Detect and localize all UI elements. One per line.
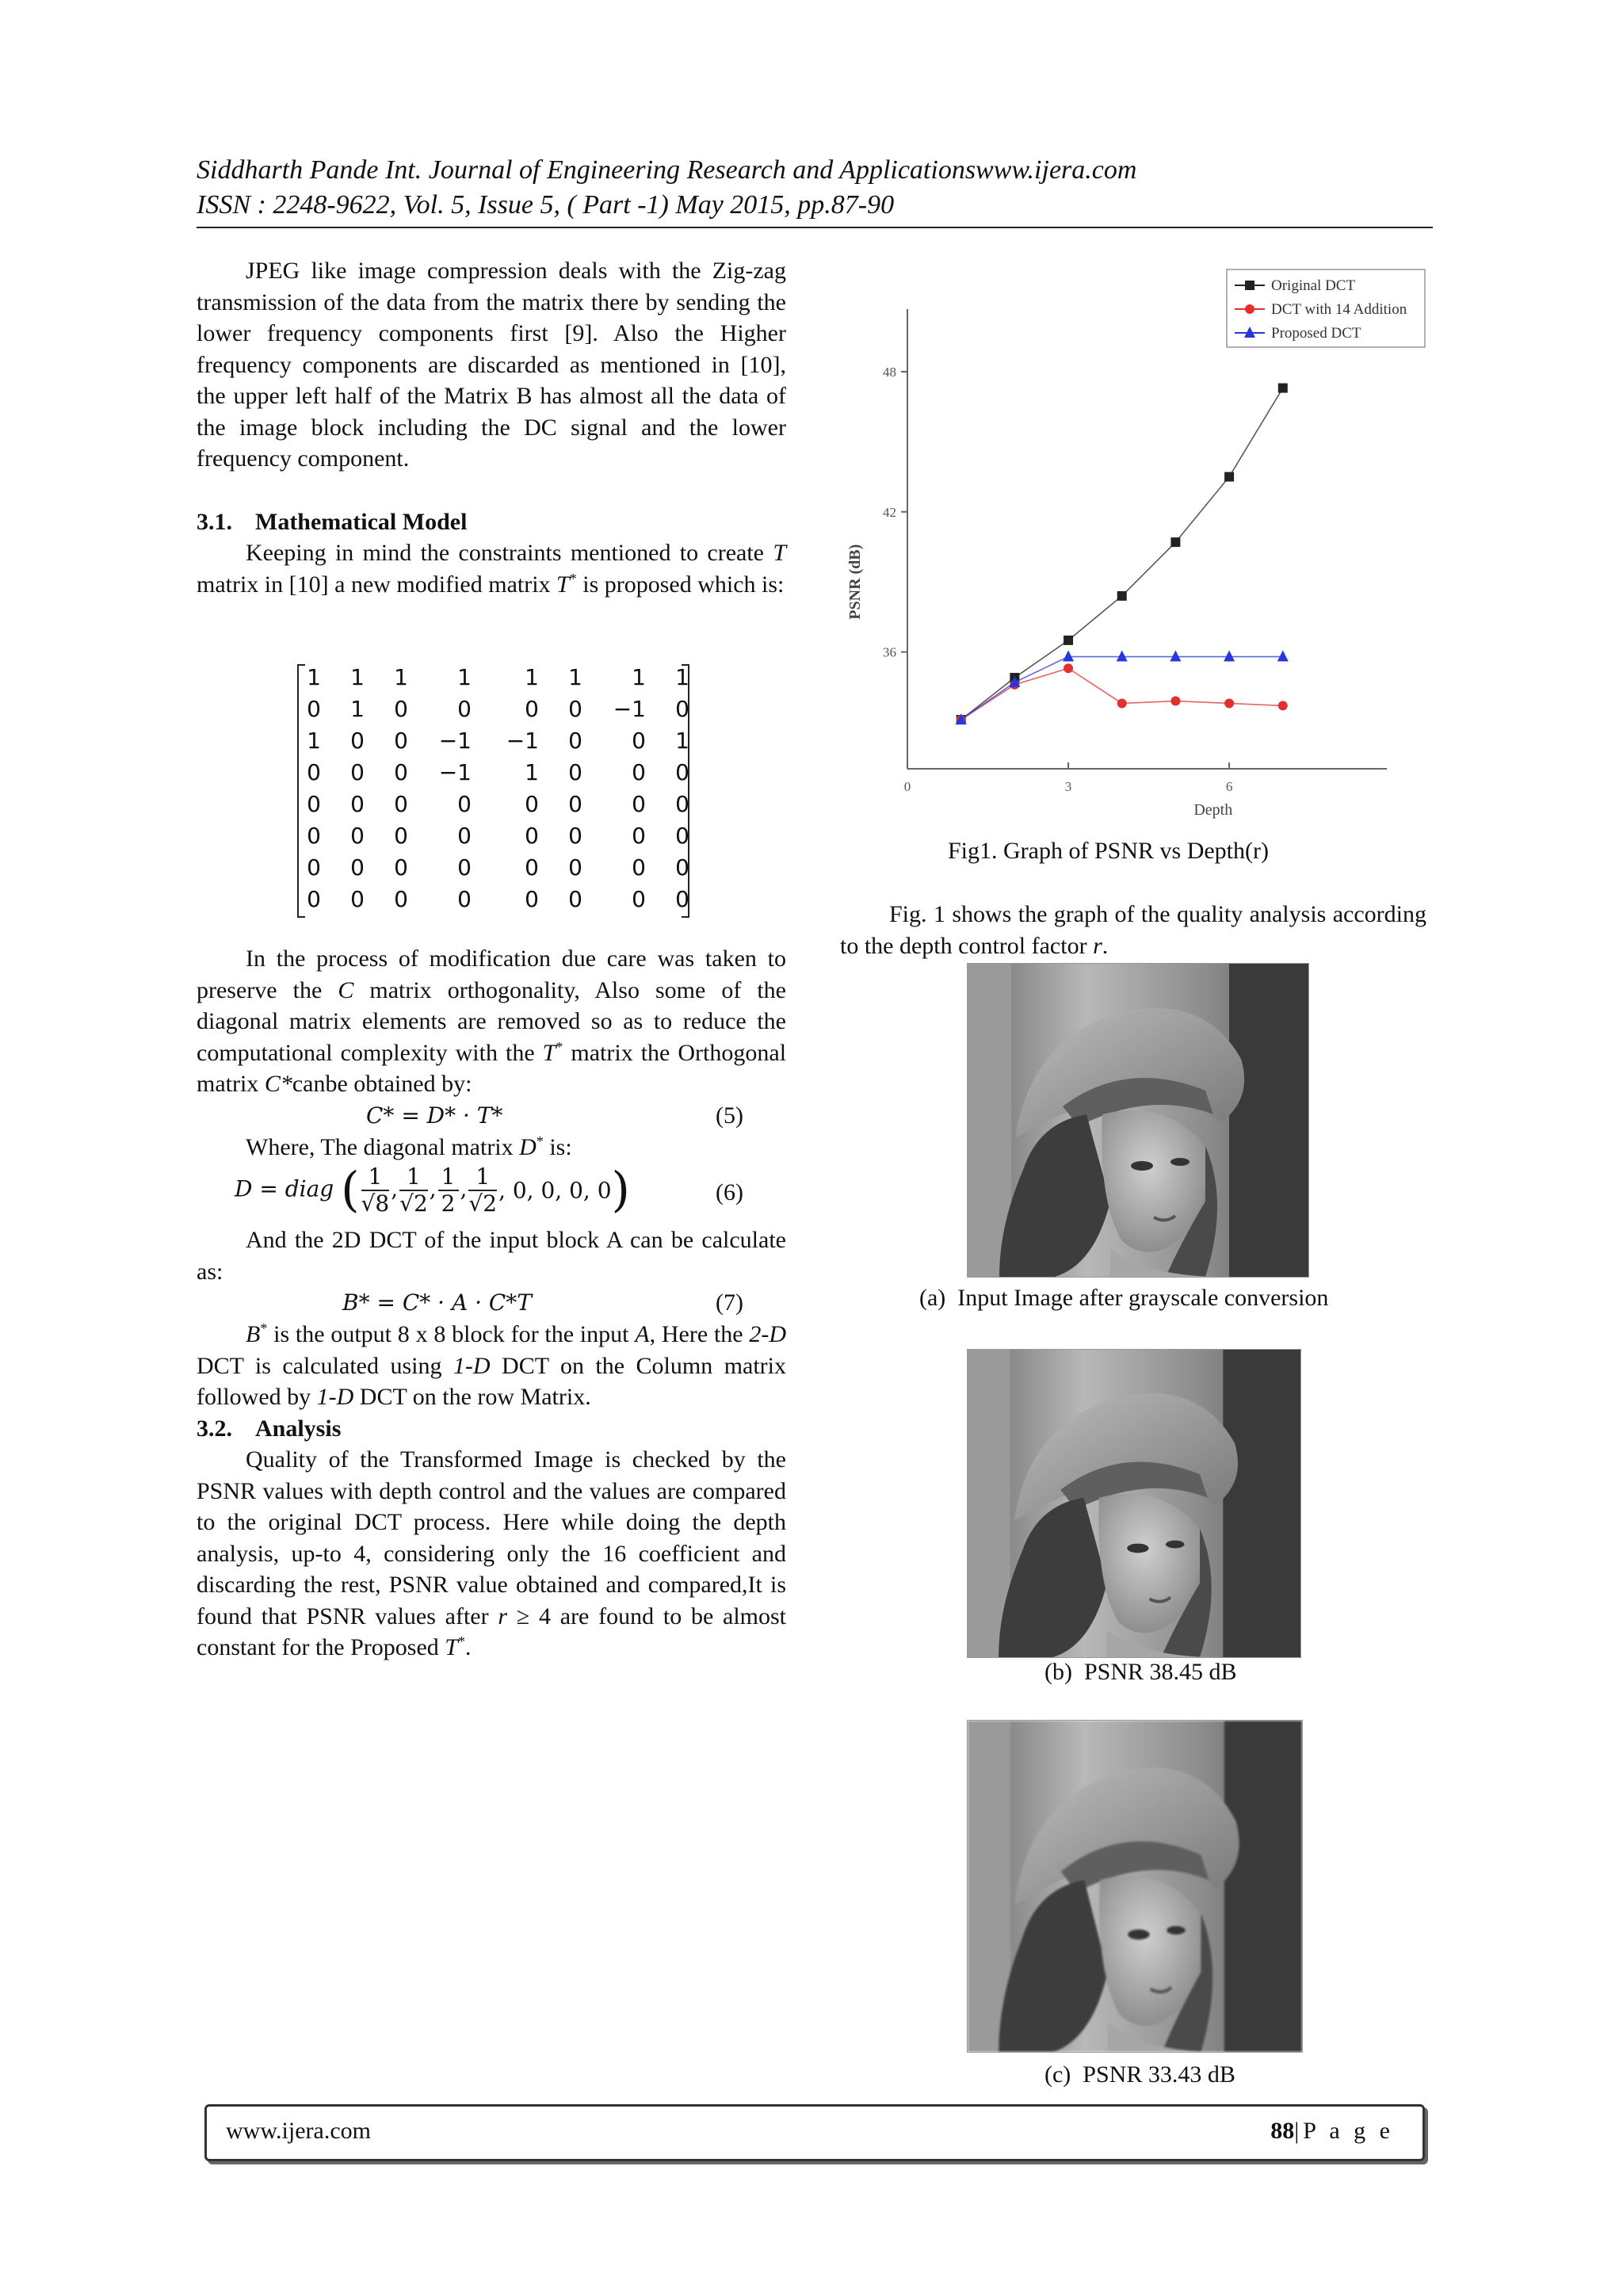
x-tick-label: 3	[1064, 779, 1072, 794]
matrix-cell: 0	[457, 823, 472, 849]
text-run: Fig. 1 shows the graph of the quality analysis according to the depth control factor	[840, 901, 1426, 959]
figure-1-description	[840, 899, 1426, 961]
section-3-2-paragraph: Quality of the Transformed Image is checked by the PSNR values with depth control and the values are compared to the original DCT process. Here while doing the depth analysis, up-to 4, considering only the 16 coefficient and discarding the rest, PSNR value obtained and compared,It is found that PSNR values after r ≥ 4 are found to be almost constant for the Proposed T*.	[197, 1446, 787, 1660]
data-point	[1117, 698, 1127, 708]
section-number: 3.1.	[197, 508, 232, 535]
matrix-cell: 1	[307, 728, 321, 754]
data-point	[1064, 636, 1073, 645]
matrix-cell: 0	[350, 791, 365, 817]
math-symbol: D	[519, 1133, 537, 1160]
left-column-top	[197, 255, 786, 600]
matrix-row	[297, 728, 689, 759]
matrix-cell: 0	[568, 823, 582, 849]
matrix-cell: 0	[632, 854, 646, 881]
matrix-cell: 0	[568, 791, 582, 817]
portrait-photo	[968, 1350, 1300, 1657]
text-run: matrix the Orthogonal matrix	[197, 1039, 787, 1097]
matrix-cell: 0	[568, 728, 582, 754]
fraction: $\frac{1}{√2}$	[468, 1163, 498, 1217]
matrix-row	[297, 696, 689, 728]
matrix-cell: 0	[350, 886, 365, 912]
header-rule	[197, 227, 1433, 228]
image-a-caption	[919, 1282, 1328, 1314]
series-dct-with-14-addition	[957, 663, 1288, 724]
footer-page-number	[1270, 2118, 1394, 2145]
matrix-cell: 0	[307, 791, 321, 817]
matrix-cell: 0	[525, 823, 539, 849]
matrix-cell: 0	[568, 696, 582, 722]
matrix-cell: 0	[307, 886, 321, 912]
caption-label: (a)	[919, 1285, 946, 1311]
matrix-cell: 0	[394, 886, 408, 912]
data-point	[1224, 651, 1235, 662]
matrix-cell: 1	[525, 664, 539, 690]
data-point	[1224, 472, 1234, 482]
caption-text: PSNR 33.43 dB	[1083, 2061, 1235, 2088]
series-proposed-dct	[956, 651, 1289, 725]
matrix-row	[297, 886, 689, 918]
matrix-cell: 0	[632, 791, 646, 817]
data-point	[1170, 651, 1181, 662]
equation-expression: C* = D* · T*	[366, 1102, 503, 1129]
matrix-cell: 0	[350, 728, 365, 754]
matrix-row	[297, 664, 689, 696]
fraction: $\frac{1}{√2}$	[399, 1163, 428, 1217]
data-point	[1063, 651, 1074, 662]
matrix-cell: 0	[350, 854, 365, 881]
text-run: canbe obtained by:	[292, 1071, 472, 1097]
modification-paragraph: In the process of modification due care was taken to preserve the C matrix orthogonality, Also some of the diagonal matrix elements are removed so as to reduce the computational complexity with the T* matrix the Orthogonal matrix C*canbe obtained by:	[197, 946, 787, 1097]
math-symbol: C	[338, 976, 354, 1003]
matrix-cell: 0	[394, 791, 408, 817]
series-original-dct	[957, 384, 1288, 725]
y-axis-label: PSNR (dB)	[846, 544, 864, 620]
matrix-cell: 1	[525, 759, 539, 785]
caption-label: (b)	[1044, 1659, 1072, 1685]
text-run: Quality of the Transformed Image is checked by the PSNR values with depth control and the values are compared to the original DCT process. Here while doing the depth analysis, up-to 4, considering only the 16 coefficient and discarding the rest, PSNR value obtained and compared,It is found that PSNR values after	[197, 1446, 786, 1629]
caption-label: (c)	[1044, 2061, 1071, 2088]
data-point	[1245, 281, 1254, 290]
math-term: 2-D	[749, 1321, 787, 1347]
matrix-cell: −1	[438, 728, 472, 754]
intro-paragraph: JPEG like image compression deals with the Zig-zag transmission of the data from the matrix there by sending the lower frequency components first [9]. Also the Higher frequency components are discarded as mentioned in [10], the upper left half of the Matrix B has almost all the data of the image block including the DC signal and the lower frequency component.	[197, 258, 786, 472]
matrix-cell: 1	[457, 664, 472, 690]
y-tick-label: 48	[883, 364, 896, 380]
equation-tail: , 0, 0, 0, 0	[498, 1177, 612, 1204]
legend-label: Original DCT	[1271, 277, 1356, 294]
math-symbol: T	[773, 540, 786, 566]
footer-website: www.ijera.com	[226, 2118, 371, 2144]
matrix-cell: 0	[394, 728, 408, 754]
math-symbol: B	[246, 1321, 261, 1347]
y-tick-label: 42	[883, 504, 896, 520]
math-symbol: r	[498, 1603, 508, 1629]
page-footer	[204, 2104, 1425, 2161]
data-point	[1170, 537, 1180, 547]
matrix-cell: 0	[675, 791, 689, 817]
matrix-row	[297, 791, 689, 823]
matrix-cell: 1	[350, 696, 365, 722]
portrait-photo	[968, 964, 1308, 1277]
text-run: In the process of modification due care was taken to preserve the	[197, 946, 786, 1003]
text-run: matrix in [10] a new modified matrix	[197, 571, 551, 598]
matrix-cell: 0	[307, 854, 321, 881]
text-run: .	[464, 1634, 472, 1660]
fraction: $\frac{1}{√8}$	[361, 1163, 390, 1217]
text-run: is:	[549, 1133, 572, 1160]
matrix-cell: 0	[457, 696, 472, 722]
matrix-cell: 0	[525, 886, 539, 912]
matrix-cell: 1	[350, 664, 365, 690]
matrix-cell: 0	[394, 759, 408, 785]
header-journal-line: Siddharth Pande Int. Journal of Engineering Research and Applicationswww.ijera.com	[197, 155, 1137, 185]
data-point	[1245, 304, 1254, 314]
math-symbol: T	[445, 1634, 458, 1660]
portrait-photo	[968, 1721, 1302, 2052]
matrix-cell: 1	[307, 664, 321, 690]
matrix-cell: 0	[307, 823, 321, 849]
equation-number: (6)	[716, 1179, 743, 1205]
matrix-cell: 0	[675, 886, 689, 912]
math-term: 1-D	[453, 1352, 491, 1379]
matrix-cell: 0	[675, 759, 689, 785]
equation-number: (5)	[716, 1102, 743, 1129]
math-symbol: C*	[264, 1071, 292, 1097]
data-point	[1278, 701, 1288, 710]
figure-description-text	[840, 899, 1426, 961]
page-word: |P a g e	[1294, 2118, 1394, 2144]
matrix-cell: 0	[394, 854, 408, 881]
matrix-cell: 0	[525, 791, 539, 817]
series-line	[961, 668, 1283, 720]
diagonal-intro: Where, The diagonal matrix D* is:	[246, 1133, 572, 1160]
matrix-cell: 0	[632, 728, 646, 754]
data-point	[1278, 384, 1288, 393]
matrix-cell: 0	[568, 759, 582, 785]
matrix-cell: 0	[525, 854, 539, 881]
matrix-cell: 0	[457, 886, 472, 912]
data-point	[1064, 663, 1073, 673]
equation-6: D = diag ( $\frac{1}{√8}$ , $\frac{1}{√2}$ , $\frac{1}{2}$ , $\frac{1}{√2}$ , 0, 0, 0, 0) (6)	[235, 1162, 743, 1218]
section-title: Mathematical Model	[255, 508, 468, 535]
matrix-cell: 1	[568, 664, 582, 690]
image-c-caption	[1044, 2059, 1235, 2091]
matrix-cell: 0	[525, 696, 539, 722]
data-point	[1277, 651, 1289, 662]
matrix-row	[297, 823, 689, 854]
caption-text: PSNR 38.45 dB	[1083, 1659, 1237, 1685]
matrix-cell: 0	[568, 854, 582, 881]
matrix-cell: 0	[568, 886, 582, 912]
data-point	[1117, 591, 1127, 601]
text-run: .	[1102, 932, 1109, 959]
text-run: ≥ 4 are found to be almost constant for the Proposed	[197, 1603, 787, 1660]
text-run: , Here the	[649, 1321, 743, 1347]
section-3-2-heading	[197, 1413, 786, 1445]
text-run: Keeping in mind the constraints mentioned to create	[246, 540, 764, 566]
matrix-cell: 0	[675, 696, 689, 722]
y-tick-label: 36	[883, 644, 896, 660]
matrix-cell: 0	[675, 854, 689, 881]
matrix-cell: 0	[350, 823, 365, 849]
matrix-cell: −1	[613, 696, 646, 722]
matrix-cell: 0	[307, 696, 321, 722]
data-point	[1170, 697, 1180, 706]
t-star-matrix	[297, 663, 689, 919]
caption-text: Input Image after grayscale conversion	[957, 1285, 1329, 1311]
matrix-cell: 1	[394, 664, 408, 690]
psnr-38-image	[967, 1349, 1301, 1658]
equation-expression: B* = C* · A · C*T	[342, 1289, 532, 1316]
section-3-1-paragraph: Keeping in mind the constraints mentioned to create T matrix in [10] a new modified matrix T* is proposed which is:	[197, 540, 786, 598]
equation-7	[197, 1287, 786, 1319]
equation-lhs: D = diag	[235, 1175, 334, 1202]
x-tick-label: 6	[1225, 779, 1233, 794]
matrix-cell: −1	[438, 759, 472, 785]
math-symbol: T	[542, 1039, 556, 1066]
psnr-depth-chart	[840, 262, 1442, 832]
text-run: is the output 8 x 8 block for the input	[273, 1321, 629, 1347]
equation-5	[197, 1100, 786, 1132]
x-tick-label: 0	[903, 779, 911, 794]
text-run: DCT on the Column matrix followed by	[197, 1352, 786, 1410]
matrix-cell: 0	[632, 886, 646, 912]
equation-number: (7)	[716, 1289, 743, 1316]
text-run: matrix orthogonality, Also some of the diagonal matrix elements are removed so as to reduce the computational complexity with the	[197, 976, 786, 1066]
matrix-cell: 0	[632, 759, 646, 785]
matrix-row	[297, 759, 689, 791]
matrix-cell: 0	[307, 759, 321, 785]
header-issn-line: ISSN : 2248-9622, Vol. 5, Issue 5, ( Part -1) May 2015, pp.87-90	[197, 190, 895, 220]
matrix-cell: 1	[632, 664, 646, 690]
x-axis-label: Depth	[1193, 801, 1233, 819]
math-symbol: T	[556, 571, 570, 598]
psnr-33-image	[967, 1720, 1303, 2053]
section-3-1-heading	[197, 506, 786, 538]
bstar-paragraph: B* is the output 8 x 8 block for the input A, Here the 2-D DCT is calculated using 1-D DCT on the Column matrix followed by 1-D DCT on the row Matrix.	[197, 1320, 787, 1410]
input-grayscale-image	[967, 963, 1309, 1278]
legend-label: Proposed DCT	[1271, 325, 1361, 342]
matrix-cell: 0	[457, 854, 472, 881]
matrix-row	[297, 854, 689, 886]
matrix-cell: 0	[350, 759, 365, 785]
text-run: is proposed which is:	[582, 571, 785, 598]
section-title: Analysis	[255, 1415, 342, 1442]
matrix-cell: 0	[394, 696, 408, 722]
text-run: Where, The diagonal matrix	[246, 1133, 514, 1160]
matrix-cell: −1	[506, 728, 539, 754]
section-number: 3.2.	[197, 1415, 232, 1442]
figure-1-caption: Fig1. Graph of PSNR vs Depth(r)	[948, 838, 1269, 864]
matrix-cell: 0	[675, 823, 689, 849]
text-run: DCT on the row Matrix.	[359, 1384, 591, 1410]
page-number: 88	[1270, 2118, 1295, 2144]
left-column-bottom	[197, 943, 786, 1664]
image-b-caption	[1044, 1656, 1237, 1688]
dct-2d-paragraph: And the 2D DCT of the input block A can be calculate as:	[197, 1227, 786, 1285]
data-point	[1117, 651, 1128, 662]
matrix-cell: 0	[632, 823, 646, 849]
series-line	[961, 388, 1283, 720]
math-symbol: A	[635, 1321, 650, 1347]
matrix-cell: 0	[457, 791, 472, 817]
matrix-cell: 1	[675, 728, 689, 754]
matrix-cell: 1	[675, 664, 689, 690]
data-point	[1224, 698, 1234, 708]
fraction: $\frac{1}{2}$	[438, 1164, 459, 1217]
math-symbol: r	[1093, 932, 1102, 959]
matrix-cell: 0	[394, 823, 408, 849]
math-term: 1-D	[316, 1384, 354, 1410]
legend-label: DCT with 14 Addition	[1271, 301, 1407, 318]
text-run: DCT is calculated using	[197, 1352, 442, 1379]
